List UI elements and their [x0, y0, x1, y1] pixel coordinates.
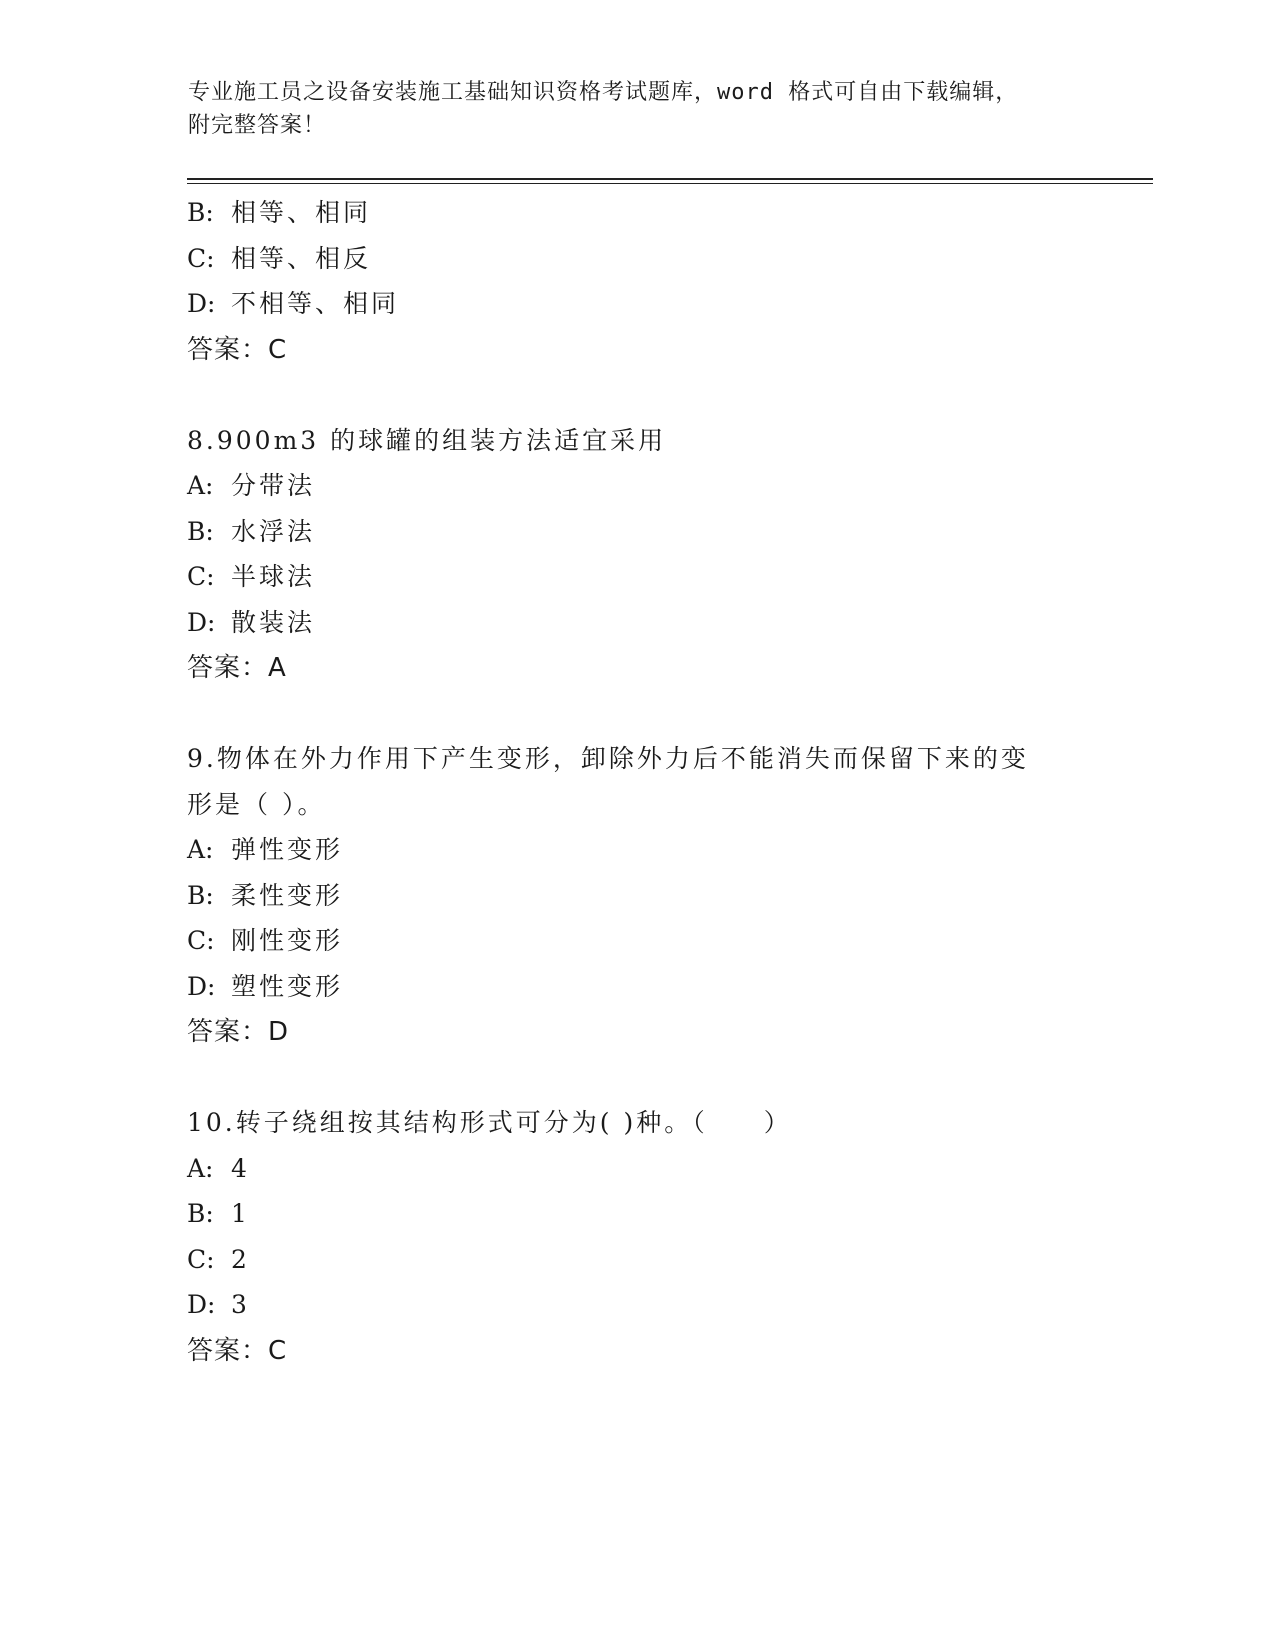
option-d	[187, 281, 1087, 327]
option-label: B:	[187, 516, 214, 546]
question-text: 8.900m3 的球罐的组装方法适宜采用	[187, 425, 667, 455]
answer: 答案：D	[187, 1017, 290, 1047]
option-c	[187, 918, 1087, 964]
document-header	[188, 76, 1088, 142]
option-label: D:	[187, 1290, 216, 1319]
option-b	[187, 509, 1087, 555]
option-text: 刚性变形	[231, 926, 344, 955]
option-text: 散装法	[231, 607, 316, 637]
option-text: 3	[231, 1290, 250, 1319]
option-label: A:	[187, 835, 214, 864]
answer: 答案：C	[187, 334, 288, 365]
answer: 答案：A	[187, 653, 287, 683]
header-rule-thin	[187, 183, 1153, 184]
header-rule-thick	[187, 178, 1153, 180]
question-8	[187, 418, 1087, 692]
option-b	[187, 190, 1087, 236]
option-text: 塑性变形	[231, 971, 344, 1001]
option-c	[187, 554, 1087, 600]
option-text: 半球法	[231, 562, 316, 591]
option-c	[187, 236, 1087, 282]
option-text: 弹性变形	[231, 835, 344, 864]
option-text: 相等、相反	[231, 243, 372, 273]
option-text: 2	[231, 1244, 250, 1274]
option-label: C:	[187, 562, 215, 591]
header-line-2: 附完整答案！	[188, 113, 327, 138]
option-text: 柔性变形	[231, 880, 344, 910]
option-text: 相等、相同	[231, 198, 372, 227]
option-text: 分带法	[231, 471, 316, 500]
option-label: C:	[187, 243, 215, 273]
option-b	[187, 1191, 1087, 1237]
question-9	[187, 736, 1087, 1055]
option-text: 不相等、相同	[231, 289, 400, 318]
option-b	[187, 873, 1087, 919]
option-label: A:	[187, 1153, 214, 1183]
option-a	[187, 463, 1087, 509]
option-d	[187, 600, 1087, 646]
option-label: A:	[187, 471, 214, 500]
option-label: D:	[187, 971, 216, 1001]
spacer	[187, 1055, 1087, 1100]
question-text-line-2: 形是（ ）。	[187, 789, 326, 819]
header-line-1: 专业施工员之设备安装施工基础知识资格考试题库，word 格式可自由下载编辑，	[188, 80, 1019, 105]
question-text-line-1: 9.物体在外力作用下产生变形，卸除外力后不能消失而保留下来的变	[187, 744, 1029, 773]
option-label: B:	[187, 198, 214, 227]
option-text: 1	[231, 1199, 250, 1228]
option-text: 水浮法	[231, 516, 316, 546]
question-10	[187, 1100, 1087, 1374]
question-text: 10.转子绕组按其结构形式可分为( )种。（ ）	[187, 1108, 792, 1137]
option-label: C:	[187, 926, 215, 955]
option-label: D:	[187, 289, 216, 318]
option-d	[187, 964, 1087, 1010]
option-d	[187, 1282, 1087, 1328]
option-label: B:	[187, 1199, 214, 1228]
option-c	[187, 1237, 1087, 1283]
option-a	[187, 827, 1087, 873]
option-a	[187, 1146, 1087, 1192]
option-label: D:	[187, 607, 216, 637]
spacer	[187, 373, 1087, 418]
question-list	[187, 190, 1087, 1374]
question-7	[187, 190, 1087, 373]
spacer	[187, 691, 1087, 736]
option-text: 4	[231, 1153, 250, 1183]
option-label: C:	[187, 1244, 215, 1274]
answer: 答案：C	[187, 1335, 288, 1366]
option-label: B:	[187, 880, 214, 910]
